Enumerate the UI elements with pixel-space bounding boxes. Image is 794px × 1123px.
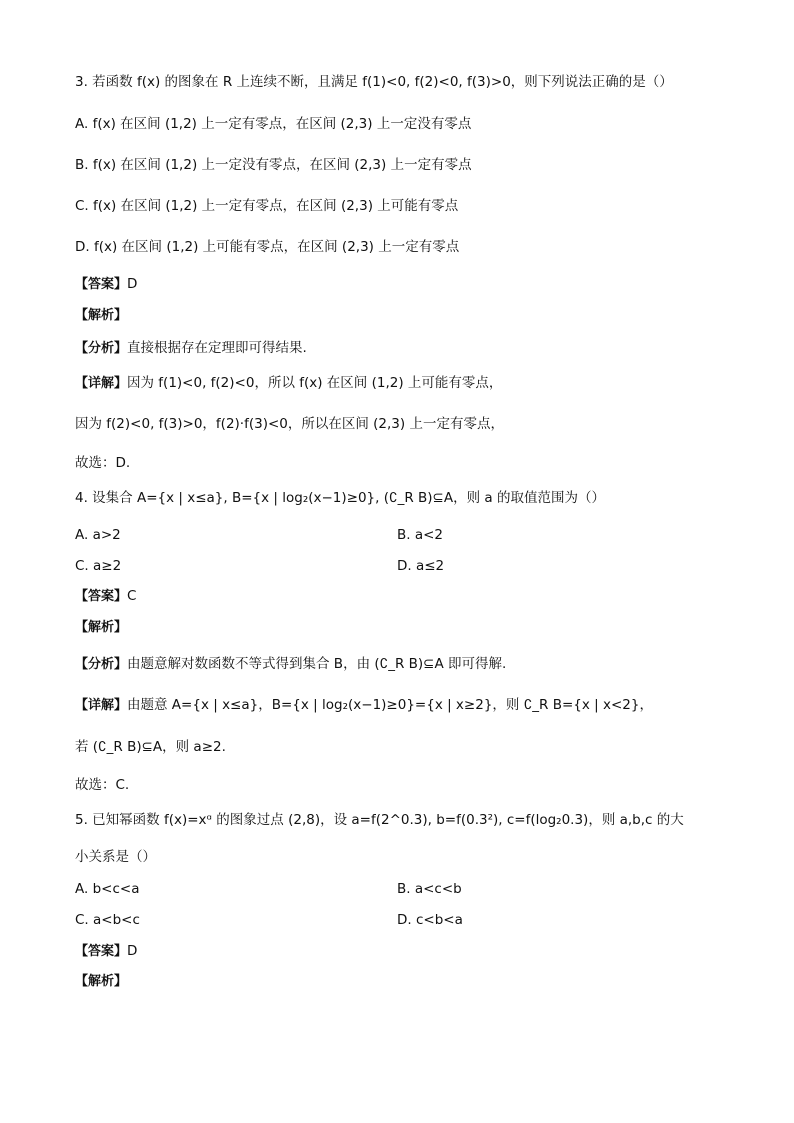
q3-choose: 故选：D.: [75, 455, 131, 471]
q4-answer: [75, 585, 136, 608]
q4-fenxi: [75, 653, 506, 676]
q3-stem: 3. 若函数 f(x) 的图象在 R 上连续不断，且满足 f(1)<0, f(2)<0, f(3)>0，则下列说法正确的是（）: [75, 74, 673, 90]
q5-option-d: D. c<b<a: [397, 912, 463, 928]
fenxi-text: 由题意解对数函数不等式得到集合 B，由 (∁_R B)⊆A 即可得解.: [127, 656, 507, 672]
answer-tag: 【答案】: [75, 944, 128, 959]
q3-option-b: B. f(x) 在区间 (1,2) 上一定没有零点，在区间 (2,3) 上一定有零点: [75, 157, 472, 173]
q5-stem-1: 5. 已知幂函数 f(x)=xᵅ 的图象过点 (2,8)，设 a=f(2^0.3), b=f(0.3²), c=f(log₂0.3)，则 a,b,c 的大: [75, 812, 684, 828]
q5-stem-2: 小关系是（）: [75, 849, 156, 865]
answer-value: D: [127, 943, 138, 959]
q3-answer: [75, 273, 137, 296]
answer-tag: 【答案】: [75, 589, 128, 604]
q4-detail-2: 若 (∁_R B)⊆A，则 a≥2.: [75, 739, 226, 755]
q4-option-c: C. a≥2: [75, 558, 122, 574]
answer-value: C: [127, 588, 137, 604]
q5-option-b: B. a<c<b: [397, 881, 462, 897]
q5-option-a: A. b<c<a: [75, 881, 140, 897]
answer-value: D: [127, 276, 138, 292]
q3-detail-2: 因为 f(2)<0, f(3)>0，f(2)·f(3)<0，所以在区间 (2,3) 上一定有零点，: [75, 416, 504, 432]
q3-option-d: D. f(x) 在区间 (1,2) 上可能有零点，在区间 (2,3) 上一定有零点: [75, 239, 460, 255]
q3-analysis-tag: 【解析】: [75, 308, 128, 323]
detail-tag: 【详解】: [75, 376, 128, 391]
q4-option-b: B. a<2: [397, 527, 444, 543]
q4-detail-1: [75, 694, 653, 717]
detail-text: 由题意 A={x | x≤a}，B={x | log₂(x−1)≥0}={x | x≥2}，则 ∁_R B={x | x<2}，: [127, 697, 653, 713]
q3-detail-1: [75, 372, 502, 395]
fenxi-text: 直接根据存在定理即可得结果.: [127, 340, 307, 356]
detail-text: 因为 f(1)<0, f(2)<0，所以 f(x) 在区间 (1,2) 上可能有零点，: [127, 375, 503, 391]
detail-tag: 【详解】: [75, 698, 128, 713]
q5-analysis-tag: 【解析】: [75, 974, 128, 989]
q3-option-a: A. f(x) 在区间 (1,2) 上一定有零点，在区间 (2,3) 上一定没有零点: [75, 116, 472, 132]
q4-analysis-tag: 【解析】: [75, 620, 128, 635]
q4-option-a: A. a>2: [75, 527, 121, 543]
fenxi-tag: 【分析】: [75, 657, 128, 672]
q5-answer: [75, 940, 137, 963]
q3-option-c: C. f(x) 在区间 (1,2) 上一定有零点，在区间 (2,3) 上可能有零点: [75, 198, 459, 214]
fenxi-tag: 【分析】: [75, 341, 128, 356]
q4-option-d: D. a≤2: [397, 558, 445, 574]
q4-choose: 故选：C.: [75, 777, 130, 793]
q5-option-c: C. a<b<c: [75, 912, 140, 928]
q4-stem: 4. 设集合 A={x | x≤a}, B={x | log₂(x−1)≥0}, (∁_R B)⊆A，则 a 的取值范围为（）: [75, 490, 605, 506]
q3-fenxi: [75, 337, 307, 360]
answer-tag: 【答案】: [75, 277, 128, 292]
